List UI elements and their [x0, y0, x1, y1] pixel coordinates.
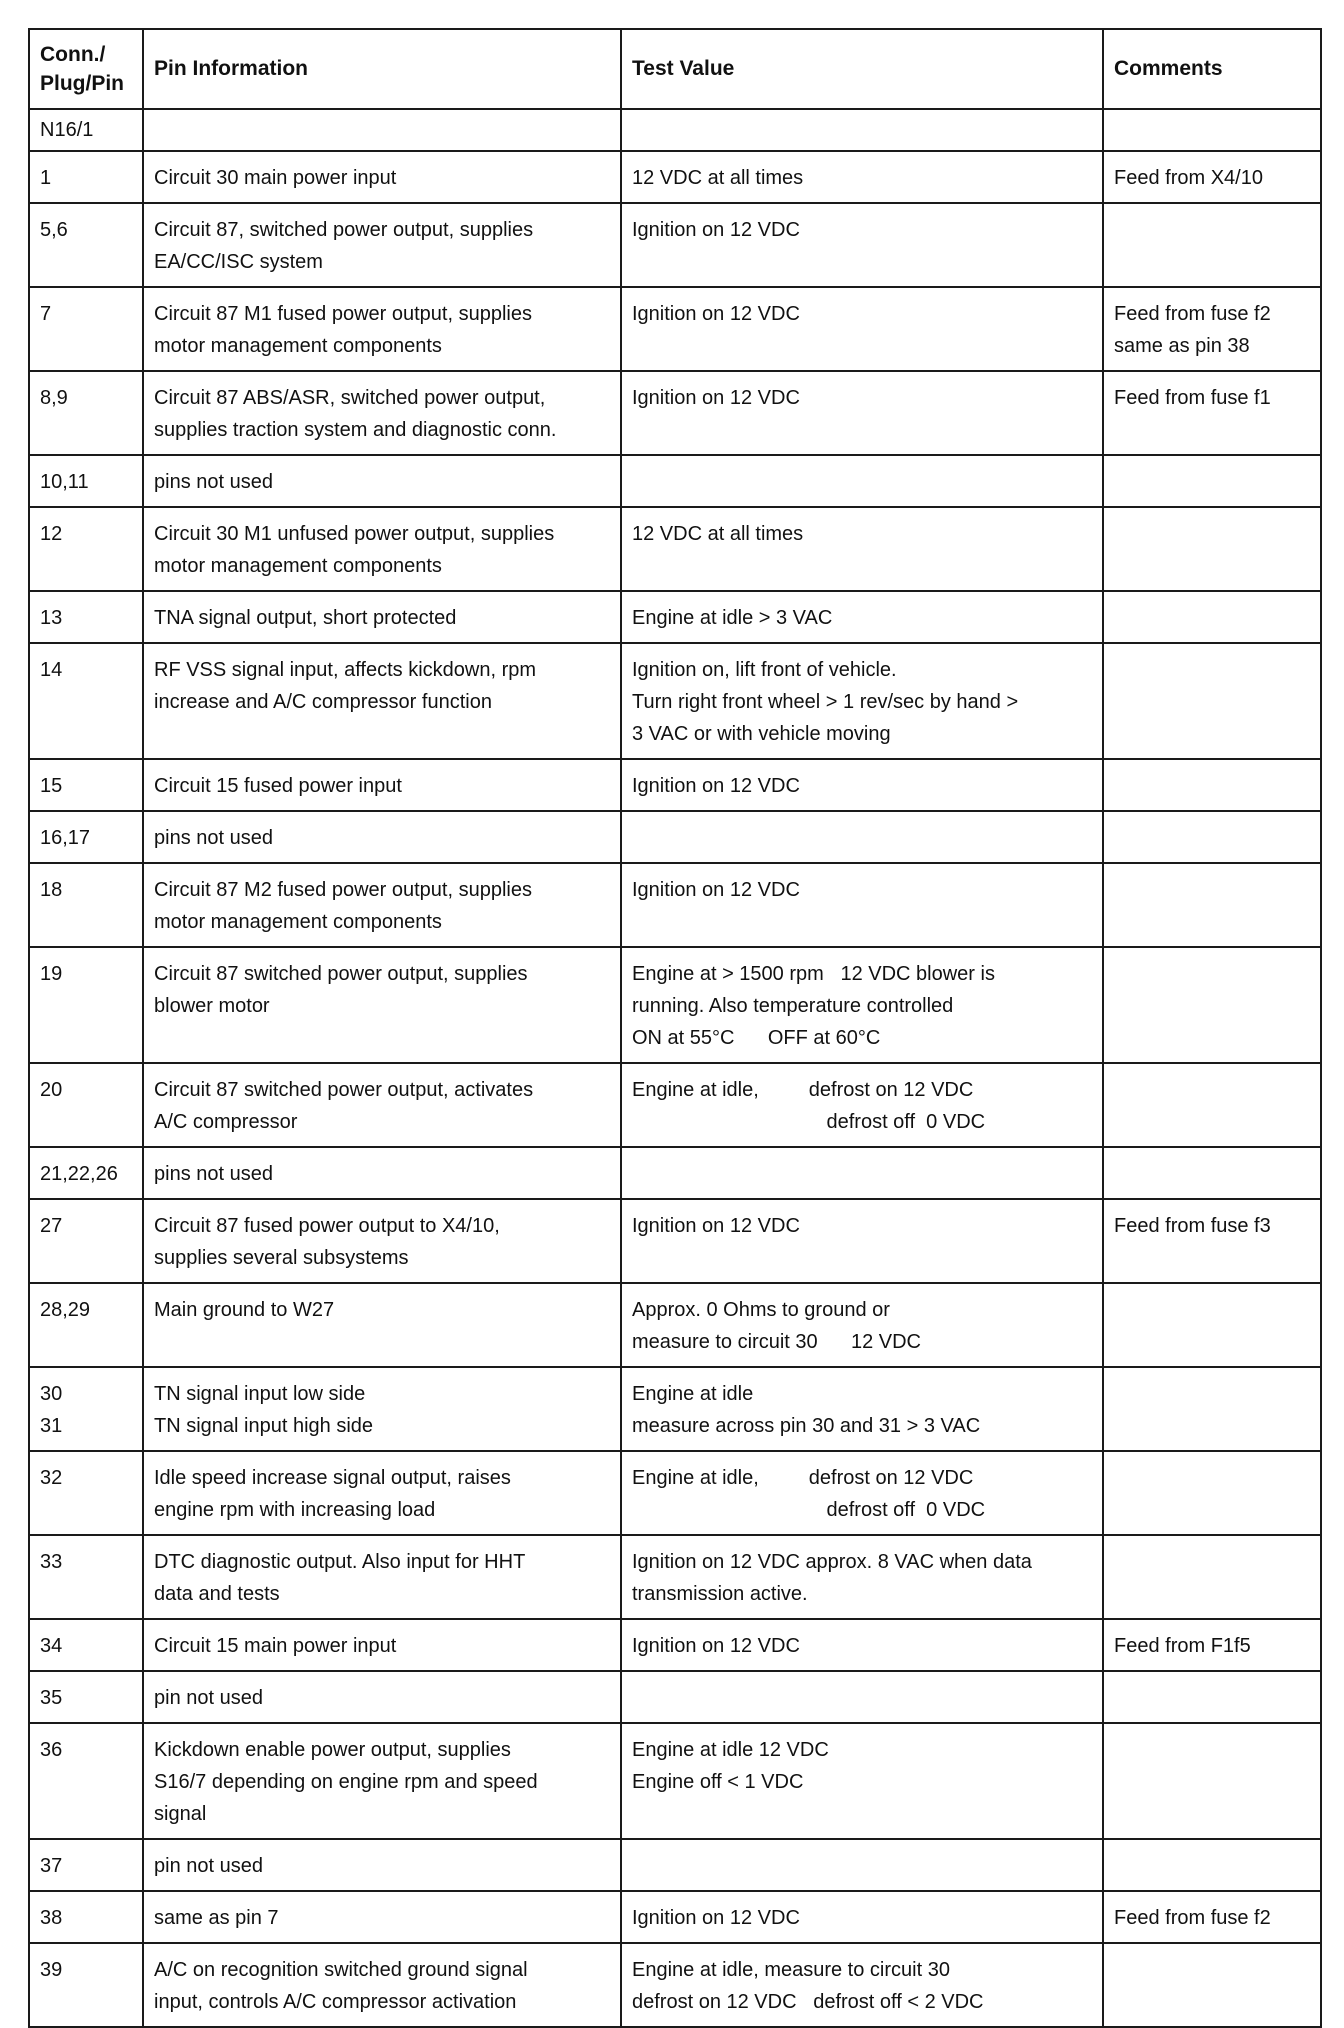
pin-info-cell-line: pins not used	[154, 1163, 273, 1185]
header-conn-line: Conn./	[40, 43, 106, 66]
pin-info-cell-line: blower motor	[154, 995, 270, 1017]
test-value-cell	[621, 1943, 1103, 2027]
test-value-cell-line: Ignition on 12 VDC	[632, 1907, 800, 1929]
test-value-cell	[621, 811, 1103, 863]
test-value-cell	[621, 1839, 1103, 1891]
test-value-cell	[621, 287, 1103, 371]
pin-cell	[29, 1839, 143, 1891]
pin-info-cell-line: TN signal input low side	[154, 1383, 366, 1405]
table-row	[29, 287, 1321, 371]
pin-cell-line: 32	[40, 1467, 63, 1489]
test-value-cell-line: defrost off 0 VDC	[632, 1111, 986, 1133]
test-value-cell-line: Engine at idle > 3 VAC	[632, 607, 833, 629]
header-row	[29, 29, 1321, 109]
pin-cell	[29, 1147, 143, 1199]
pin-information-table	[28, 28, 1322, 2028]
pin-cell	[29, 203, 143, 287]
header-pin-information: Pin Information	[143, 29, 621, 109]
table-row	[29, 203, 1321, 287]
test-value-cell-line: defrost off 0 VDC	[632, 1499, 986, 1521]
test-value-cell	[621, 151, 1103, 203]
test-value-cell	[621, 1535, 1103, 1619]
header-conn-plug-pin	[29, 29, 143, 109]
pin-info-cell-line: motor management components	[154, 555, 442, 577]
test-value-cell	[621, 643, 1103, 759]
pin-info-cell-line: engine rpm with increasing load	[154, 1499, 436, 1521]
pin-cell	[29, 1535, 143, 1619]
test-value-cell-line: Ignition on 12 VDC	[632, 775, 800, 797]
table-row	[29, 151, 1321, 203]
test-value-cell-line: Engine at idle	[632, 1383, 754, 1405]
comments-cell	[1103, 1535, 1321, 1619]
comments-cell	[1103, 1283, 1321, 1367]
pin-cell	[29, 1367, 143, 1451]
test-value-cell	[621, 863, 1103, 947]
table-row	[29, 759, 1321, 811]
pin-info-cell-line: data and tests	[154, 1583, 280, 1605]
pin-cell	[29, 1671, 143, 1723]
pin-info-cell-line: Circuit 15 main power input	[154, 1635, 397, 1657]
pin-info-cell	[143, 1723, 621, 1839]
pin-info-cell-line: Circuit 30 main power input	[154, 167, 397, 189]
pin-info-cell-line: same as pin 7	[154, 1907, 279, 1929]
pin-cell	[29, 151, 143, 203]
test-value-cell-line: 3 VAC or with vehicle moving	[632, 723, 891, 745]
table-row	[29, 1619, 1321, 1671]
table-row	[29, 863, 1321, 947]
pin-info-cell	[143, 287, 621, 371]
test-value-cell	[621, 1451, 1103, 1535]
comments-cell-line: Feed from F1f5	[1114, 1635, 1251, 1657]
test-value-cell-line: ON at 55°C OFF at 60°C	[632, 1027, 881, 1049]
comments-cell-line: Feed from fuse f1	[1114, 387, 1271, 409]
comments-cell	[1103, 203, 1321, 287]
connector-comments-empty	[1103, 109, 1321, 151]
pin-cell	[29, 1723, 143, 1839]
table-row	[29, 1723, 1321, 1839]
pin-info-cell-line: increase and A/C compressor function	[154, 691, 492, 713]
pin-info-cell	[143, 151, 621, 203]
pin-info-cell-line: Circuit 87 ABS/ASR, switched power output,	[154, 387, 546, 409]
pin-info-cell-line: Circuit 87 fused power output to X4/10,	[154, 1215, 500, 1237]
pin-cell	[29, 1943, 143, 2027]
table-row	[29, 1063, 1321, 1147]
test-value-cell-line: Ignition on, lift front of vehicle.	[632, 659, 897, 681]
pin-cell	[29, 759, 143, 811]
comments-cell-line: Feed from fuse f3	[1114, 1215, 1271, 1237]
pin-info-cell-line: A/C compressor	[154, 1111, 298, 1133]
comments-cell	[1103, 759, 1321, 811]
comments-cell	[1103, 1063, 1321, 1147]
test-value-cell	[621, 1619, 1103, 1671]
pin-cell	[29, 863, 143, 947]
comments-cell-line: Feed from fuse f2	[1114, 1907, 1271, 1929]
test-value-cell-line: Ignition on 12 VDC	[632, 879, 800, 901]
pin-info-cell	[143, 591, 621, 643]
pin-cell	[29, 643, 143, 759]
pin-cell	[29, 1063, 143, 1147]
comments-cell	[1103, 287, 1321, 371]
table-row	[29, 1891, 1321, 1943]
pin-cell-line: 20	[40, 1079, 63, 1101]
pin-cell-line: 39	[40, 1959, 63, 1981]
table-body	[29, 109, 1321, 2027]
pin-info-cell	[143, 1839, 621, 1891]
pin-info-cell	[143, 1063, 621, 1147]
pin-info-cell	[143, 947, 621, 1063]
pin-cell	[29, 455, 143, 507]
test-value-cell-line: Ignition on 12 VDC	[632, 219, 800, 241]
pin-info-cell	[143, 1367, 621, 1451]
pin-info-cell-line: input, controls A/C compressor activation	[154, 1991, 517, 2013]
test-value-cell-line: Ignition on 12 VDC	[632, 303, 800, 325]
pin-info-cell	[143, 863, 621, 947]
pin-info-cell-line: Kickdown enable power output, supplies	[154, 1739, 511, 1761]
pin-info-cell-line: signal	[154, 1803, 207, 1825]
pin-info-cell-line: TNA signal output, short protected	[154, 607, 457, 629]
comments-cell	[1103, 863, 1321, 947]
test-value-cell-line: Ignition on 12 VDC approx. 8 VAC when data	[632, 1551, 1032, 1573]
comments-cell	[1103, 1943, 1321, 2027]
test-value-cell-line: Engine at idle, defrost on 12 VDC	[632, 1079, 974, 1101]
pin-info-cell-line: supplies traction system and diagnostic conn.	[154, 419, 557, 441]
comments-cell	[1103, 371, 1321, 455]
pin-cell	[29, 371, 143, 455]
header-test-value: Test Value	[621, 29, 1103, 109]
table-row	[29, 1839, 1321, 1891]
pin-info-cell-line: supplies several subsystems	[154, 1247, 409, 1269]
pin-cell-line: 19	[40, 963, 63, 985]
pin-cell-line: 16,17	[40, 827, 91, 849]
pin-info-cell-line: Circuit 87, switched power output, supplies	[154, 219, 534, 241]
test-value-cell	[621, 759, 1103, 811]
pin-cell	[29, 507, 143, 591]
test-value-cell	[621, 203, 1103, 287]
pin-cell	[29, 811, 143, 863]
pin-info-cell-line: pins not used	[154, 471, 273, 493]
pin-cell	[29, 1283, 143, 1367]
comments-cell	[1103, 1619, 1321, 1671]
pin-test-sheet	[28, 28, 1320, 2028]
comments-cell	[1103, 811, 1321, 863]
pin-info-cell	[143, 1671, 621, 1723]
table-row	[29, 371, 1321, 455]
table-row	[29, 811, 1321, 863]
connector-row	[29, 109, 1321, 151]
pin-cell-line: 7	[40, 303, 52, 325]
test-value-cell-line: Engine off < 1 VDC	[632, 1771, 804, 1793]
pin-cell	[29, 1619, 143, 1671]
table-row	[29, 1535, 1321, 1619]
comments-cell	[1103, 151, 1321, 203]
pin-info-cell	[143, 203, 621, 287]
test-value-cell-line: 12 VDC at all times	[632, 523, 804, 545]
pin-info-cell	[143, 507, 621, 591]
pin-cell-line: 1	[40, 167, 52, 189]
test-value-cell	[621, 1367, 1103, 1451]
pin-cell	[29, 1199, 143, 1283]
comments-cell	[1103, 1367, 1321, 1451]
pin-cell-line: 33	[40, 1551, 63, 1573]
connector-id: N16/1	[29, 109, 143, 151]
test-value-cell-line: transmission active.	[632, 1583, 808, 1605]
pin-info-cell-line: DTC diagnostic output. Also input for HHT	[154, 1551, 526, 1573]
test-value-cell-line: Engine at idle, defrost on 12 VDC	[632, 1467, 974, 1489]
test-value-cell-line: Ignition on 12 VDC	[632, 387, 800, 409]
table-row	[29, 1199, 1321, 1283]
comments-cell	[1103, 1199, 1321, 1283]
pin-info-cell	[143, 811, 621, 863]
test-value-cell-line: Engine at idle, measure to circuit 30	[632, 1959, 950, 1981]
table-row	[29, 1283, 1321, 1367]
test-value-cell-line: running. Also temperature controlled	[632, 995, 954, 1017]
pin-info-cell-line: Circuit 87 switched power output, supplies	[154, 963, 528, 985]
comments-cell	[1103, 1451, 1321, 1535]
pin-info-cell	[143, 1619, 621, 1671]
test-value-cell	[621, 1723, 1103, 1839]
pin-cell-line: 38	[40, 1907, 63, 1929]
test-value-cell	[621, 1063, 1103, 1147]
pin-cell	[29, 1451, 143, 1535]
pin-info-cell	[143, 1283, 621, 1367]
test-value-cell	[621, 455, 1103, 507]
comments-cell-line: Feed from X4/10	[1114, 167, 1263, 189]
header-comments: Comments	[1103, 29, 1321, 109]
pin-info-cell-line: Idle speed increase signal output, raises	[154, 1467, 511, 1489]
test-value-cell	[621, 507, 1103, 591]
pin-cell-line: 5,6	[40, 219, 68, 241]
pin-cell	[29, 287, 143, 371]
pin-info-cell	[143, 1451, 621, 1535]
connector-test-empty	[621, 109, 1103, 151]
table-row	[29, 643, 1321, 759]
pin-info-cell	[143, 1199, 621, 1283]
test-value-cell	[621, 1891, 1103, 1943]
pin-info-cell-line: TN signal input high side	[154, 1415, 374, 1437]
pin-info-cell-line: S16/7 depending on engine rpm and speed	[154, 1771, 538, 1793]
test-value-cell	[621, 1147, 1103, 1199]
pin-info-cell-line: Circuit 87 switched power output, activates	[154, 1079, 534, 1101]
pin-info-cell-line: pins not used	[154, 827, 273, 849]
test-value-cell	[621, 1199, 1103, 1283]
connector-info-empty	[143, 109, 621, 151]
comments-cell	[1103, 591, 1321, 643]
comments-cell-line: same as pin 38	[1114, 335, 1250, 357]
header-plug-pin-line: Plug/Pin	[40, 72, 124, 95]
pin-info-cell-line: pin not used	[154, 1687, 263, 1709]
comments-cell	[1103, 1891, 1321, 1943]
pin-cell	[29, 591, 143, 643]
pin-cell-line: 27	[40, 1215, 63, 1237]
pin-info-cell-line: pin not used	[154, 1855, 263, 1877]
test-value-cell	[621, 947, 1103, 1063]
pin-cell-line: 31	[40, 1415, 63, 1437]
pin-cell-line: 34	[40, 1635, 63, 1657]
pin-info-cell-line: Circuit 87 M2 fused power output, supplies	[154, 879, 532, 901]
table-row	[29, 507, 1321, 591]
pin-cell-line: 13	[40, 607, 63, 629]
table-row	[29, 1943, 1321, 2027]
pin-cell-line: 37	[40, 1855, 63, 1877]
comments-cell	[1103, 507, 1321, 591]
test-value-cell-line: Ignition on 12 VDC	[632, 1635, 800, 1657]
pin-cell-line: 18	[40, 879, 63, 901]
pin-cell	[29, 1891, 143, 1943]
comments-cell	[1103, 1839, 1321, 1891]
test-value-cell-line: defrost on 12 VDC defrost off < 2 VDC	[632, 1991, 984, 2013]
test-value-cell-line: Ignition on 12 VDC	[632, 1215, 800, 1237]
test-value-cell	[621, 371, 1103, 455]
pin-info-cell-line: Circuit 30 M1 unfused power output, supplies	[154, 523, 555, 545]
pin-cell-line: 12	[40, 523, 63, 545]
pin-cell-line: 30	[40, 1383, 63, 1405]
table-row	[29, 455, 1321, 507]
test-value-cell-line: Turn right front wheel > 1 rev/sec by hand >	[632, 691, 1019, 713]
comments-cell	[1103, 1147, 1321, 1199]
table-row	[29, 1147, 1321, 1199]
pin-cell	[29, 947, 143, 1063]
test-value-cell-line: 12 VDC at all times	[632, 167, 804, 189]
test-value-cell	[621, 1283, 1103, 1367]
test-value-cell-line: Approx. 0 Ohms to ground or	[632, 1299, 890, 1321]
pin-info-cell	[143, 643, 621, 759]
pin-info-cell-line: Circuit 87 M1 fused power output, supplies	[154, 303, 532, 325]
comments-cell	[1103, 455, 1321, 507]
pin-info-cell	[143, 455, 621, 507]
pin-cell-line: 35	[40, 1687, 63, 1709]
comments-cell	[1103, 947, 1321, 1063]
pin-cell-line: 15	[40, 775, 63, 797]
pin-info-cell-line: RF VSS signal input, affects kickdown, rpm	[154, 659, 537, 681]
pin-info-cell-line: EA/CC/ISC system	[154, 251, 323, 273]
pin-cell-line: 14	[40, 659, 63, 681]
pin-info-cell	[143, 1535, 621, 1619]
test-value-cell-line: measure across pin 30 and 31 > 3 VAC	[632, 1415, 981, 1437]
test-value-cell-line: Engine at idle 12 VDC	[632, 1739, 829, 1761]
comments-cell	[1103, 643, 1321, 759]
pin-info-cell-line: motor management components	[154, 911, 442, 933]
pin-info-cell-line: Main ground to W27	[154, 1299, 335, 1321]
pin-cell-line: 21,22,26	[40, 1163, 118, 1185]
table-row	[29, 591, 1321, 643]
comments-cell	[1103, 1723, 1321, 1839]
test-value-cell	[621, 1671, 1103, 1723]
pin-cell-line: 28,29	[40, 1299, 91, 1321]
test-value-cell-line: Engine at > 1500 rpm 12 VDC blower is	[632, 963, 995, 985]
pin-info-cell	[143, 1943, 621, 2027]
comments-cell-line: Feed from fuse f2	[1114, 303, 1271, 325]
pin-cell-line: 10,11	[40, 471, 89, 493]
pin-info-cell	[143, 1147, 621, 1199]
pin-info-cell-line: motor management components	[154, 335, 442, 357]
table-row	[29, 1451, 1321, 1535]
table-row	[29, 1367, 1321, 1451]
pin-cell-line: 8,9	[40, 387, 68, 409]
table-row	[29, 1671, 1321, 1723]
test-value-cell	[621, 591, 1103, 643]
pin-cell-line: 36	[40, 1739, 63, 1761]
table-row	[29, 947, 1321, 1063]
pin-info-cell-line: A/C on recognition switched ground signal	[154, 1959, 528, 1981]
comments-cell	[1103, 1671, 1321, 1723]
pin-info-cell	[143, 1891, 621, 1943]
pin-info-cell-line: Circuit 15 fused power input	[154, 775, 402, 797]
pin-info-cell	[143, 759, 621, 811]
test-value-cell-line: measure to circuit 30 12 VDC	[632, 1331, 922, 1353]
pin-info-cell	[143, 371, 621, 455]
